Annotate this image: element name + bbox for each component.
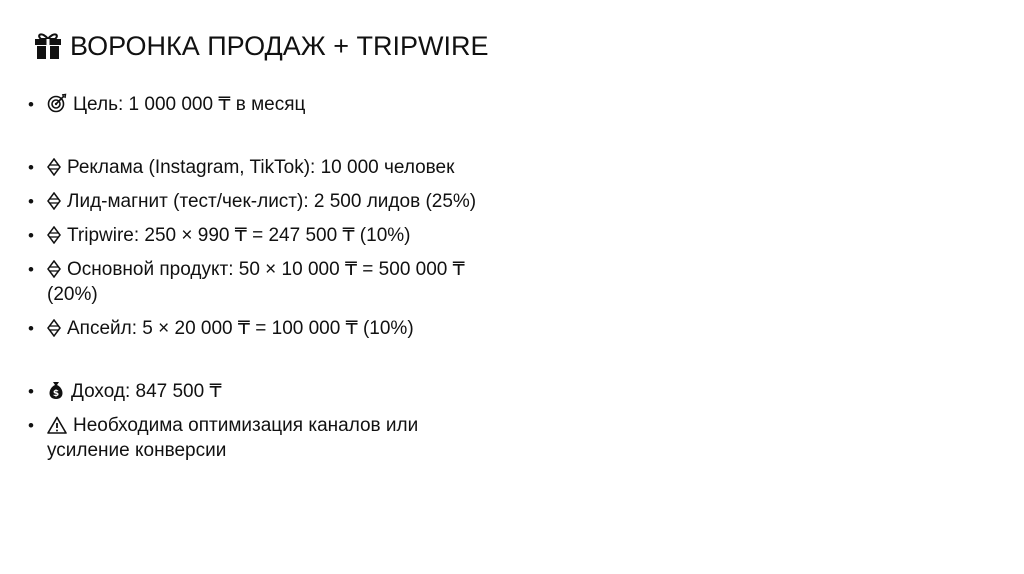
list-item-text: Реклама (Instagram, TikTok): 10 000 человек (67, 157, 455, 178)
bullet-marker: • (28, 260, 34, 279)
diamond-icon (47, 192, 61, 210)
target-icon (47, 93, 67, 113)
svg-text:$: $ (52, 389, 60, 399)
bullet-marker: • (28, 192, 34, 211)
bullet-marker: • (28, 158, 34, 177)
list-item-ads (28, 155, 488, 180)
list-item-tripwire (28, 223, 488, 248)
list-item-text: Основной продукт: 50 × 10 000 ₸ = 500 000 ₸ (20%) (47, 259, 465, 305)
list-item-text: Tripwire: 250 × 990 ₸ = 247 500 ₸ (10%) (67, 225, 411, 246)
list-item-income (28, 379, 488, 404)
list-item-text: Цель: 1 000 000 ₸ в месяц (73, 94, 306, 115)
diamond-icon (47, 226, 61, 244)
slide-title-text: ВОРОНКА ПРОДАЖ + TRIPWIRE (70, 31, 489, 61)
bullet-list (28, 92, 488, 472)
list-item-text: Апсейл: 5 × 20 000 ₸ = 100 000 ₸ (10%) (67, 318, 414, 339)
slide-title (32, 28, 489, 64)
list-item-upsell (28, 316, 488, 341)
diamond-icon (47, 158, 61, 176)
bullet-marker: • (28, 382, 34, 401)
bullet-marker: • (28, 226, 34, 245)
list-item-text: Доход: 847 500 ₸ (71, 381, 222, 402)
diamond-icon (47, 319, 61, 337)
list-item-goal (28, 92, 488, 117)
list-item-main-product (28, 257, 488, 307)
list-item-lead-magnet (28, 189, 488, 214)
money-bag-icon (47, 380, 65, 400)
bullet-marker: • (28, 319, 34, 338)
list-item-text: Необходима оптимизация каналов или усиление конверсии (47, 415, 419, 461)
diamond-icon (47, 260, 61, 278)
warning-icon (47, 416, 67, 434)
bullet-marker: • (28, 95, 34, 114)
gift-icon (32, 31, 64, 61)
list-item-warning (28, 413, 488, 463)
bullet-marker: • (28, 416, 34, 435)
list-item-text: Лид-магнит (тест/чек-лист): 2 500 лидов (25%) (67, 191, 477, 212)
